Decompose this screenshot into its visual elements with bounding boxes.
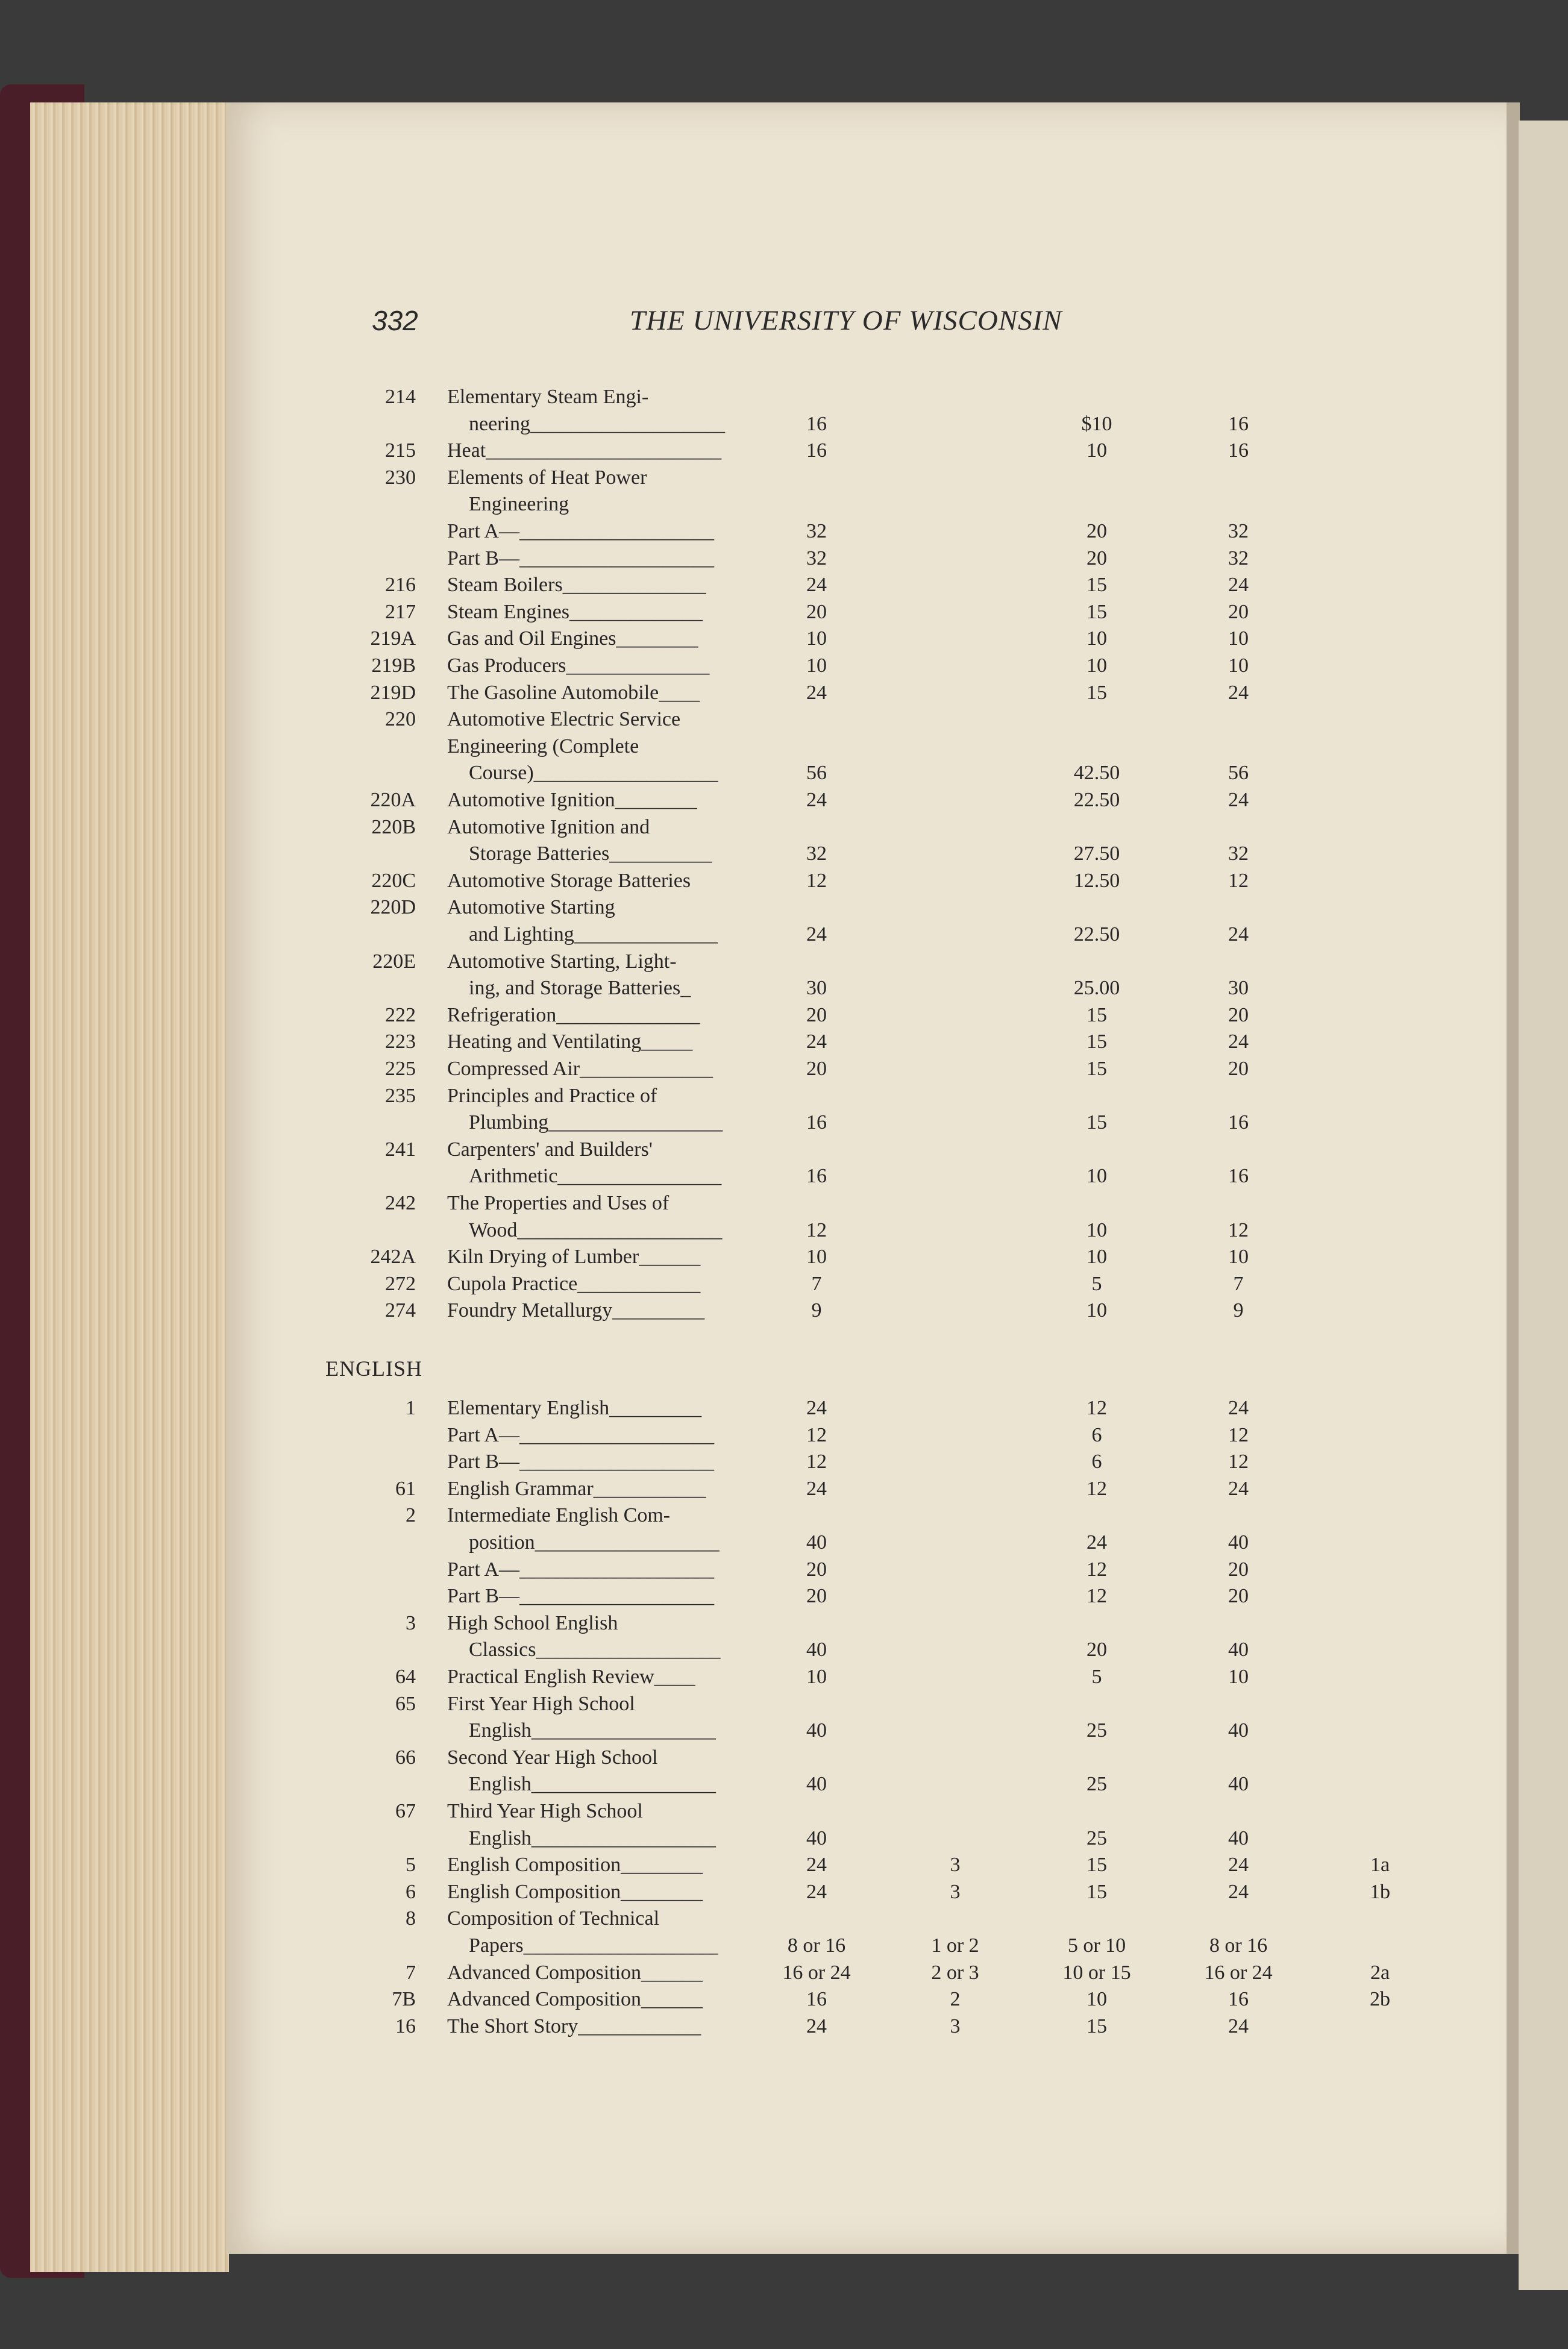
lessons-value: 40 xyxy=(1228,1773,1249,1796)
lessons-value: 40 xyxy=(1228,1531,1249,1554)
lessons-value: 12 xyxy=(1228,1423,1249,1446)
credits-value: 2 xyxy=(950,1988,961,2011)
course-title: Elements of Heat Power xyxy=(447,466,647,489)
fee-value: 10 xyxy=(1087,627,1107,650)
hours-value: 10 xyxy=(806,1666,827,1688)
fee-value: $10 xyxy=(1081,412,1112,435)
course-number: 219A xyxy=(370,627,416,650)
course-title: English__________________ xyxy=(469,1773,716,1796)
course-title: Course)__________________ xyxy=(469,762,718,785)
lessons-value: 24 xyxy=(1228,1854,1249,1877)
hours-value: 9 xyxy=(811,1299,822,1322)
fee-value: 27.50 xyxy=(1073,842,1120,865)
course-title: Automotive Electric Service xyxy=(447,708,681,731)
course-number: 67 xyxy=(395,1800,416,1822)
hours-value: 24 xyxy=(806,574,827,597)
course-title: neering___________________ xyxy=(469,412,725,435)
credits-value: 1 or 2 xyxy=(931,1934,979,1957)
equivalent-value: 1b xyxy=(1370,1880,1390,1903)
fee-value: 25.00 xyxy=(1073,977,1120,1000)
fee-value: 12.50 xyxy=(1073,869,1120,892)
lessons-value: 10 xyxy=(1228,1666,1249,1688)
course-title: Elementary English_________ xyxy=(447,1397,702,1419)
lessons-value: 16 xyxy=(1228,1988,1249,2011)
course-title: English Composition________ xyxy=(447,1880,703,1903)
fee-value: 20 xyxy=(1087,1639,1107,1661)
hours-value: 24 xyxy=(806,1030,827,1053)
course-title: Wood____________________ xyxy=(469,1218,723,1241)
course-title: Plumbing_________________ xyxy=(469,1111,723,1134)
section-heading-english: ENGLISH xyxy=(325,1356,422,1381)
fee-value: 15 xyxy=(1087,574,1107,597)
fee-value: 25 xyxy=(1087,1719,1107,1742)
fee-value: 24 xyxy=(1087,1531,1107,1554)
lessons-value: 16 xyxy=(1228,412,1249,435)
page-number: 332 xyxy=(372,305,418,336)
course-number: 5 xyxy=(406,1854,416,1877)
hours-value: 16 xyxy=(806,412,827,435)
equivalent-value: 1a xyxy=(1370,1854,1390,1877)
course-title: English__________________ xyxy=(469,1719,716,1742)
lessons-value: 24 xyxy=(1228,1397,1249,1419)
course-title: Automotive Ignition and xyxy=(447,815,650,838)
fee-value: 15 xyxy=(1087,1880,1107,1903)
course-title: Gas Producers______________ xyxy=(447,654,710,677)
lessons-value: 24 xyxy=(1228,1030,1249,1053)
hours-value: 24 xyxy=(806,1397,827,1419)
lessons-value: 10 xyxy=(1228,654,1249,677)
course-number: 219B xyxy=(371,654,416,677)
hours-value: 24 xyxy=(806,923,827,946)
hours-value: 10 xyxy=(806,654,827,677)
course-number: 220C xyxy=(371,869,416,892)
lessons-value: 20 xyxy=(1228,1585,1249,1608)
fee-value: 10 xyxy=(1087,1165,1107,1188)
hours-value: 12 xyxy=(806,1423,827,1446)
hours-value: 24 xyxy=(806,789,827,811)
equivalent-value: 2a xyxy=(1370,1961,1390,1984)
lessons-value: 10 xyxy=(1228,1246,1249,1269)
course-number: 7 xyxy=(406,1961,416,1984)
course-number: 220E xyxy=(372,950,416,973)
course-title: Automotive Ignition________ xyxy=(447,789,697,811)
lessons-value: 16 xyxy=(1228,439,1249,462)
lessons-value: 16 xyxy=(1228,1165,1249,1188)
lessons-value: 24 xyxy=(1228,789,1249,811)
lessons-value: 32 xyxy=(1228,520,1249,542)
course-number: 242A xyxy=(370,1246,416,1269)
course-title: High School English xyxy=(447,1611,618,1634)
fee-value: 6 xyxy=(1091,1423,1102,1446)
course-title: Principles and Practice of xyxy=(447,1084,657,1107)
course-number: 61 xyxy=(395,1477,416,1500)
course-title: Refrigeration______________ xyxy=(447,1003,700,1026)
fee-value: 42.50 xyxy=(1073,762,1120,785)
course-number: 66 xyxy=(395,1746,416,1769)
hours-value: 16 xyxy=(806,439,827,462)
lessons-value: 32 xyxy=(1228,547,1249,569)
course-title: Storage Batteries__________ xyxy=(469,842,712,865)
hours-value: 20 xyxy=(806,1003,827,1026)
course-title: Practical English Review____ xyxy=(447,1666,695,1688)
hours-value: 40 xyxy=(806,1827,827,1849)
lessons-value: 24 xyxy=(1228,923,1249,946)
course-title: Kiln Drying of Lumber______ xyxy=(447,1246,701,1269)
course-title: Papers___________________ xyxy=(469,1934,718,1957)
credits-value: 2 or 3 xyxy=(931,1961,979,1984)
hours-value: 12 xyxy=(806,869,827,892)
course-number: 220A xyxy=(370,789,416,811)
equivalent-value: 2b xyxy=(1370,1988,1390,2011)
fee-value: 12 xyxy=(1087,1558,1107,1581)
fee-value: 10 xyxy=(1087,1299,1107,1322)
fee-value: 12 xyxy=(1087,1585,1107,1608)
hours-value: 16 xyxy=(806,1165,827,1188)
lessons-value: 12 xyxy=(1228,869,1249,892)
course-number: 242 xyxy=(385,1192,416,1214)
fee-value: 15 xyxy=(1087,1854,1107,1877)
course-title: The Gasoline Automobile____ xyxy=(447,681,700,704)
fee-value: 6 xyxy=(1091,1450,1102,1473)
hours-value: 16 xyxy=(806,1111,827,1134)
lessons-value: 24 xyxy=(1228,1880,1249,1903)
course-title: Part B—___________________ xyxy=(447,1585,714,1608)
lessons-value: 24 xyxy=(1228,574,1249,597)
course-title: position__________________ xyxy=(469,1531,720,1554)
hours-value: 10 xyxy=(806,627,827,650)
page-header xyxy=(226,304,1519,347)
hours-value: 20 xyxy=(806,1058,827,1080)
lessons-value: 40 xyxy=(1228,1719,1249,1742)
lessons-value: 12 xyxy=(1228,1450,1249,1473)
course-number: 6 xyxy=(406,1880,416,1903)
running-title: THE UNIVERSITY OF WISCONSIN xyxy=(630,305,1062,336)
lessons-value: 20 xyxy=(1228,1558,1249,1581)
fee-value: 15 xyxy=(1087,600,1107,623)
course-title: Gas and Oil Engines________ xyxy=(447,627,698,650)
course-title: Composition of Technical xyxy=(447,1907,660,1930)
lessons-value: 56 xyxy=(1228,762,1249,785)
lessons-value: 20 xyxy=(1228,1058,1249,1080)
lessons-value: 7 xyxy=(1233,1272,1244,1295)
hours-value: 32 xyxy=(806,842,827,865)
hours-value: 24 xyxy=(806,1880,827,1903)
course-number: 235 xyxy=(385,1084,416,1107)
hours-value: 20 xyxy=(806,1585,827,1608)
fee-value: 5 xyxy=(1091,1272,1102,1295)
fee-value: 10 xyxy=(1087,1218,1107,1241)
course-number: 230 xyxy=(385,466,416,489)
course-title: Third Year High School xyxy=(447,1800,643,1822)
course-title: Steam Engines_____________ xyxy=(447,600,703,623)
hours-value: 56 xyxy=(806,762,827,785)
hours-value: 20 xyxy=(806,1558,827,1581)
hours-value: 16 xyxy=(806,1988,827,2011)
hours-value: 32 xyxy=(806,520,827,542)
hours-value: 8 or 16 xyxy=(787,1934,846,1957)
course-title: Part B—___________________ xyxy=(447,1450,714,1473)
hours-value: 24 xyxy=(806,681,827,704)
hours-value: 10 xyxy=(806,1246,827,1269)
course-number: 7B xyxy=(392,1988,416,2011)
fee-value: 12 xyxy=(1087,1477,1107,1500)
hours-value: 40 xyxy=(806,1639,827,1661)
fee-value: 10 xyxy=(1087,1988,1107,2011)
hours-value: 32 xyxy=(806,547,827,569)
page-gutter xyxy=(1507,102,1520,2254)
course-title: English Grammar___________ xyxy=(447,1477,706,1500)
lessons-value: 9 xyxy=(1233,1299,1244,1322)
hours-value: 24 xyxy=(806,1854,827,1877)
hours-value: 12 xyxy=(806,1450,827,1473)
course-title: Engineering xyxy=(469,493,569,516)
course-title: Steam Boilers______________ xyxy=(447,574,706,597)
course-number: 274 xyxy=(385,1299,416,1322)
course-number: 65 xyxy=(395,1692,416,1715)
course-title: Carpenters' and Builders' xyxy=(447,1138,653,1161)
hours-value: 24 xyxy=(806,1477,827,1500)
course-number: 215 xyxy=(385,439,416,462)
fee-value: 10 xyxy=(1087,654,1107,677)
fee-value: 15 xyxy=(1087,1003,1107,1026)
fee-value: 15 xyxy=(1087,1030,1107,1053)
hours-value: 12 xyxy=(806,1218,827,1241)
lessons-value: 30 xyxy=(1228,977,1249,1000)
course-title: English Composition________ xyxy=(447,1854,703,1877)
course-title: Foundry Metallurgy_________ xyxy=(447,1299,705,1322)
lessons-value: 16 or 24 xyxy=(1204,1961,1273,1984)
lessons-value: 24 xyxy=(1228,2015,1249,2037)
hours-value: 40 xyxy=(806,1773,827,1796)
course-number: 241 xyxy=(385,1138,416,1161)
course-title: Classics__________________ xyxy=(469,1639,721,1661)
page-stack-edges xyxy=(30,102,229,2272)
course-number: 217 xyxy=(385,600,416,623)
lessons-value: 20 xyxy=(1228,1003,1249,1026)
course-number: 272 xyxy=(385,1272,416,1295)
course-title: Heat_______________________ xyxy=(447,439,722,462)
hours-value: 40 xyxy=(806,1719,827,1742)
course-title: Automotive Starting xyxy=(447,896,615,919)
lessons-value: 24 xyxy=(1228,1477,1249,1500)
fee-value: 15 xyxy=(1087,1058,1107,1080)
fee-value: 10 xyxy=(1087,439,1107,462)
course-title: Part B—___________________ xyxy=(447,547,714,569)
course-title: Second Year High School xyxy=(447,1746,658,1769)
lessons-value: 10 xyxy=(1228,627,1249,650)
hours-value: 20 xyxy=(806,600,827,623)
course-title: English__________________ xyxy=(469,1827,716,1849)
course-title: Elementary Steam Engi- xyxy=(447,386,649,408)
credits-value: 3 xyxy=(950,1880,961,1903)
course-title: and Lighting______________ xyxy=(469,923,718,946)
course-number: 216 xyxy=(385,574,416,597)
course-number: 16 xyxy=(395,2015,416,2037)
lessons-value: 40 xyxy=(1228,1827,1249,1849)
course-number: 64 xyxy=(395,1666,416,1688)
course-title: Compressed Air_____________ xyxy=(447,1058,713,1080)
course-number: 1 xyxy=(406,1397,416,1419)
course-title: Advanced Composition______ xyxy=(447,1961,703,1984)
facing-page-strip xyxy=(1519,121,1568,2290)
course-title: Arithmetic________________ xyxy=(469,1165,722,1188)
fee-value: 5 or 10 xyxy=(1067,1934,1126,1957)
course-title: Part A—___________________ xyxy=(447,1558,714,1581)
fee-value: 20 xyxy=(1087,520,1107,542)
course-title: Part A—___________________ xyxy=(447,520,714,542)
course-number: 220B xyxy=(371,815,416,838)
lessons-value: 16 xyxy=(1228,1111,1249,1134)
course-number: 223 xyxy=(385,1030,416,1053)
course-number: 220 xyxy=(385,708,416,731)
lessons-value: 24 xyxy=(1228,681,1249,704)
fee-value: 5 xyxy=(1091,1666,1102,1688)
hours-value: 40 xyxy=(806,1531,827,1554)
course-title: The Short Story____________ xyxy=(447,2015,701,2037)
lessons-value: 8 or 16 xyxy=(1209,1934,1268,1957)
fee-value: 22.50 xyxy=(1073,789,1120,811)
course-number: 219D xyxy=(370,681,416,704)
hours-value: 24 xyxy=(806,2015,827,2037)
fee-value: 25 xyxy=(1087,1827,1107,1849)
course-title: Engineering (Complete xyxy=(447,735,639,757)
fee-value: 10 or 15 xyxy=(1062,1961,1131,1984)
course-title: Automotive Storage Batteries xyxy=(447,869,691,892)
course-number: 225 xyxy=(385,1058,416,1080)
course-title: Part A—___________________ xyxy=(447,1423,714,1446)
course-number: 222 xyxy=(385,1003,416,1026)
course-number: 3 xyxy=(406,1611,416,1634)
course-title: Cupola Practice____________ xyxy=(447,1272,701,1295)
course-title: First Year High School xyxy=(447,1692,635,1715)
hours-value: 16 or 24 xyxy=(782,1961,851,1984)
hours-value: 7 xyxy=(811,1272,822,1295)
course-title: Intermediate English Com- xyxy=(447,1504,671,1527)
fee-value: 15 xyxy=(1087,1111,1107,1134)
hours-value: 30 xyxy=(806,977,827,1000)
fee-value: 22.50 xyxy=(1073,923,1120,946)
course-number: 220D xyxy=(370,896,416,919)
book-page xyxy=(226,102,1519,2254)
course-number: 214 xyxy=(385,386,416,408)
course-number: 8 xyxy=(406,1907,416,1930)
course-title: The Properties and Uses of xyxy=(447,1192,670,1214)
lessons-value: 20 xyxy=(1228,600,1249,623)
fee-value: 10 xyxy=(1087,1246,1107,1269)
course-title: Advanced Composition______ xyxy=(447,1988,703,2011)
fee-value: 12 xyxy=(1087,1397,1107,1419)
credits-value: 3 xyxy=(950,2015,961,2037)
course-title: Heating and Ventilating_____ xyxy=(447,1030,693,1053)
fee-value: 15 xyxy=(1087,681,1107,704)
course-title: Automotive Starting, Light- xyxy=(447,950,677,973)
fee-value: 25 xyxy=(1087,1773,1107,1796)
lessons-value: 12 xyxy=(1228,1218,1249,1241)
fee-value: 15 xyxy=(1087,2015,1107,2037)
fee-value: 20 xyxy=(1087,547,1107,569)
lessons-value: 32 xyxy=(1228,842,1249,865)
credits-value: 3 xyxy=(950,1854,961,1877)
course-number: 2 xyxy=(406,1504,416,1527)
lessons-value: 40 xyxy=(1228,1639,1249,1661)
course-title: ing, and Storage Batteries_ xyxy=(469,977,691,1000)
